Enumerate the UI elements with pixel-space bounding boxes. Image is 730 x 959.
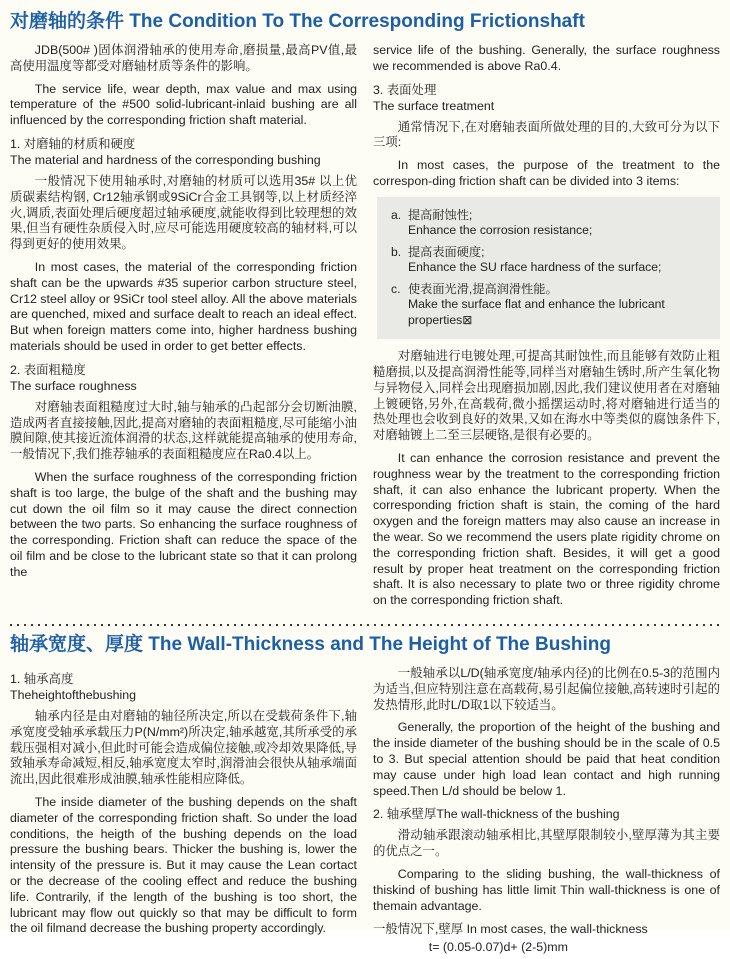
paragraph-zh: 通常情况下,在对磨轴表面所做处理的目的,大致可分为以下三项: xyxy=(373,119,720,150)
paragraph-zh: 一般情况下使用轴承时,对磨轴的材质可以选用35# 以上优质碳素结构钢, Cr12轴承钢或9SiCr合金工具钢等,以上材质经淬火,调质,表面处理后硬度超过轴承硬度,就能收得到比较理想的效果,但当有硬性杂质侵入时,应尽可能选用硬度较高的轴材料,可以得到更好的使用效果。 xyxy=(10,173,357,252)
subheading-wall-thickness: 2. 轴承壁厚The wall-thickness of the bushing xyxy=(373,807,620,822)
subheading-bushing-height xyxy=(10,671,357,703)
subheading-en: The surface roughness xyxy=(10,378,137,393)
paragraph-zh: 滑动轴承跟滚动轴承相比,其壁厚限制较小,壁厚薄为其主要的优点之一。 xyxy=(373,828,720,859)
subheading-surface-treatment xyxy=(373,82,720,114)
section-title-en: The Condition To The Corresponding Frictionshaft xyxy=(129,11,585,32)
paragraph-en: In most cases, the material of the corresponding friction shaft can be the upwards #35 superior carbon structure steel, Cr12 steel alloy or 9SiCr tool steel alloy. All the above materials are quenched, mixed and surface dealt to reach an ideal effect. But when foreign matters come into, higher hardness bushing materials should be used in order to get better effects. xyxy=(10,259,357,353)
section1-columns xyxy=(10,43,720,616)
paragraph-zh: 一般轴承以L/D(轴承宽度/轴承内径)的比例在0.5-3的范围内为适当,但应特别注意在高载荷,易引起偏位接触,高转速时引起的发热情形,此时L/D取1以下较适当。 xyxy=(373,666,720,712)
paragraph-zh: 对磨轴进行电镀处理,可提高其耐蚀性,而且能够有效防止粗糙磨损,以及提高润滑性能等,同样当对磨轴生锈时,所产生氧化物与异物侵入,同样会出现磨损加剧,因此,我们建议使用者在对磨轴上镀硬铬,另外,在高载荷,微小摇摆运动时,将对磨轴进行适当的热处理也会收到良好的效果,又如在海水中等类似的腐蚀条件下,对磨轴镀上二至三层硬铬,是很有必要的。 xyxy=(373,349,720,443)
item-en: Enhance the SU rface hardness of the surface; xyxy=(408,260,662,275)
paragraph-en: Generally, the proportion of the height of the bushing and the inside diameter of the bushing should be in the scale of 0.5 to 3. But special attention should be paid that heat condition may cause under high load lean contact and high running speed.Then L/d should be below 1. xyxy=(373,720,720,798)
item-body xyxy=(408,282,710,329)
item-en: Enhance the corrosion resistance; xyxy=(408,223,593,238)
paragraph-en: The service life, wear depth, max value and max using temperature of the #500 solid-lubricant-inlaid bushing are all influenced by the corresponding friction shaft material. xyxy=(10,81,357,128)
treatment-item-a xyxy=(391,208,710,239)
item-label: c. xyxy=(391,281,401,296)
subheading-material-hardness xyxy=(10,136,357,168)
subheading-zh: 1. 对磨轴的材质和硬度 xyxy=(10,136,136,151)
section-friction-shaft-condition xyxy=(10,10,720,616)
wall-thickness-formula: t= (0.05-0.07)d+ (2-5)mm xyxy=(428,940,568,955)
item-zh: 使表面光滑,提高润滑性能。 xyxy=(408,281,558,296)
paragraph-en: In most cases, the purpose of the treatment to the correspon-ding friction shaft can be divided into 3 items: xyxy=(373,158,720,188)
section-bushing-dimensions xyxy=(10,633,720,959)
paragraph-zh: JDB(500# )固体润滑轴承的使用寿命,磨损量,最高PV值,最高使用温度等都受对磨轴材质等条件的影响。 xyxy=(10,43,357,73)
paragraph-en: Comparing to the sliding bushing, the wall-thickness of thiskind of bushing has little limit Thin wall-thickness is one of themain advantage. xyxy=(373,867,720,913)
item-body xyxy=(408,245,710,276)
subheading-zh: 3. 表面处理 xyxy=(373,82,437,97)
item-zh: 提高耐蚀性; xyxy=(408,207,473,222)
item-body xyxy=(408,208,710,239)
paragraph-zh: 对磨轴表面粗糙度过大时,轴与轴承的凸起部分会切断油膜,造成两者直接接触,因此,提高对磨轴的表面粗糙度,尽可能缩小油膜间隙,使其接近流体润滑的状态,这样就能提高轴承的使用寿命,一般情况下,我们推荐轴承的表面粗糙度应在Ra0.4以上。 xyxy=(10,399,357,462)
section1-right-column xyxy=(373,43,720,616)
item-label: a. xyxy=(391,207,402,222)
paragraph-en: It can enhance the corrosion resistance and prevent the roughness wear by the treatment to the corresponding friction shaft, it can also enhance the lubricant property. When the corresponding friction shaft is stain, the coming of the hard oxygen and the foreign matters may also cause an increase in the wear. So we recommend the users plate rigidity chrome on the corresponding friction shaft. Besides, it will get a good result by proper heat treatment on the corresponding friction shaft. It is also necessary to plate two or three rigidity chrome on the corresponding friction shaft. xyxy=(373,451,720,608)
item-label: b. xyxy=(391,244,402,259)
section2-right-column xyxy=(373,666,720,959)
section-title xyxy=(10,10,720,34)
dotted-divider xyxy=(10,624,720,626)
wall-thickness-note: 一般情况下,壁厚 In most cases, the wall-thickness xyxy=(373,922,648,937)
section-title-zh: 对磨轴的条件 xyxy=(10,11,125,32)
section-title xyxy=(10,633,720,657)
subheading-surface-roughness xyxy=(10,362,357,394)
paragraph-zh: 轴承内径是由对磨轴的轴径所决定,所以在受载荷条件下,轴承宽度受轴承承载压力P(N/mm²)所决定,轴承越宽,其所承受的承载压强相对减小,但此时可能会造成偏位接触,或冷却效果降低,导致轴承寿命减短,相反,轴承宽度太窄时,润滑油会很快从轴承端面流出,因此很难形成油膜,轴承性能相应降低。 xyxy=(10,709,357,787)
item-en: Make the surface flat and enhance the lubricant properties⊠ xyxy=(408,297,665,327)
section2-columns xyxy=(10,666,720,959)
subheading-en: The surface treatment xyxy=(373,98,495,113)
treatment-items-box xyxy=(377,197,720,340)
subheading-en: The material and hardness of the corresponding bushing xyxy=(10,152,321,167)
section2-left-column xyxy=(10,666,357,959)
paragraph-en: When the surface roughness of the corresponding friction shaft is too large, the bulge of the shaft and the bushing may cut down the oil film so it may cause the direct connection between the two parts. So enhancing the surface roughness of the corresponding. Friction shaft can reduce the space of the oil film and be close to the lubricant state so that it can prolong the xyxy=(10,469,357,579)
subheading-en: Theheightofthebushing xyxy=(10,688,137,703)
item-zh: 提高表面硬度; xyxy=(408,244,485,259)
section-title-en: The Wall-Thickness and The Height of The Bushing xyxy=(148,634,612,656)
paragraph-en-continued: service life of the bushing. Generally, the surface roughness we recommended is above Ra0.4. xyxy=(373,43,720,73)
section-title-zh: 轴承宽度、厚度 xyxy=(10,634,144,656)
treatment-item-b xyxy=(391,245,710,276)
treatment-item-c xyxy=(391,282,710,329)
subheading-zh: 2. 表面粗糙度 xyxy=(10,362,86,377)
paragraph-en: The inside diameter of the bushing depends on the shaft diameter of the corresponding friction shaft. So under the load conditions, the heigth of the bushing depends on the load pressure the bushing bears. Thicker the bushing is, lower the intensity of the pressure is. But it may cause the Lean cortact or the decrease of the cooling effect and reduce the bushing life. Contrarily, if the length of the bushing is too short, the lubricant may flow out quickly so that may be difficult to form the oil filmand decrease the bushing property accordingly. xyxy=(10,795,357,936)
subheading-zh: 1. 轴承高度 xyxy=(10,672,74,687)
section1-left-column xyxy=(10,43,357,616)
